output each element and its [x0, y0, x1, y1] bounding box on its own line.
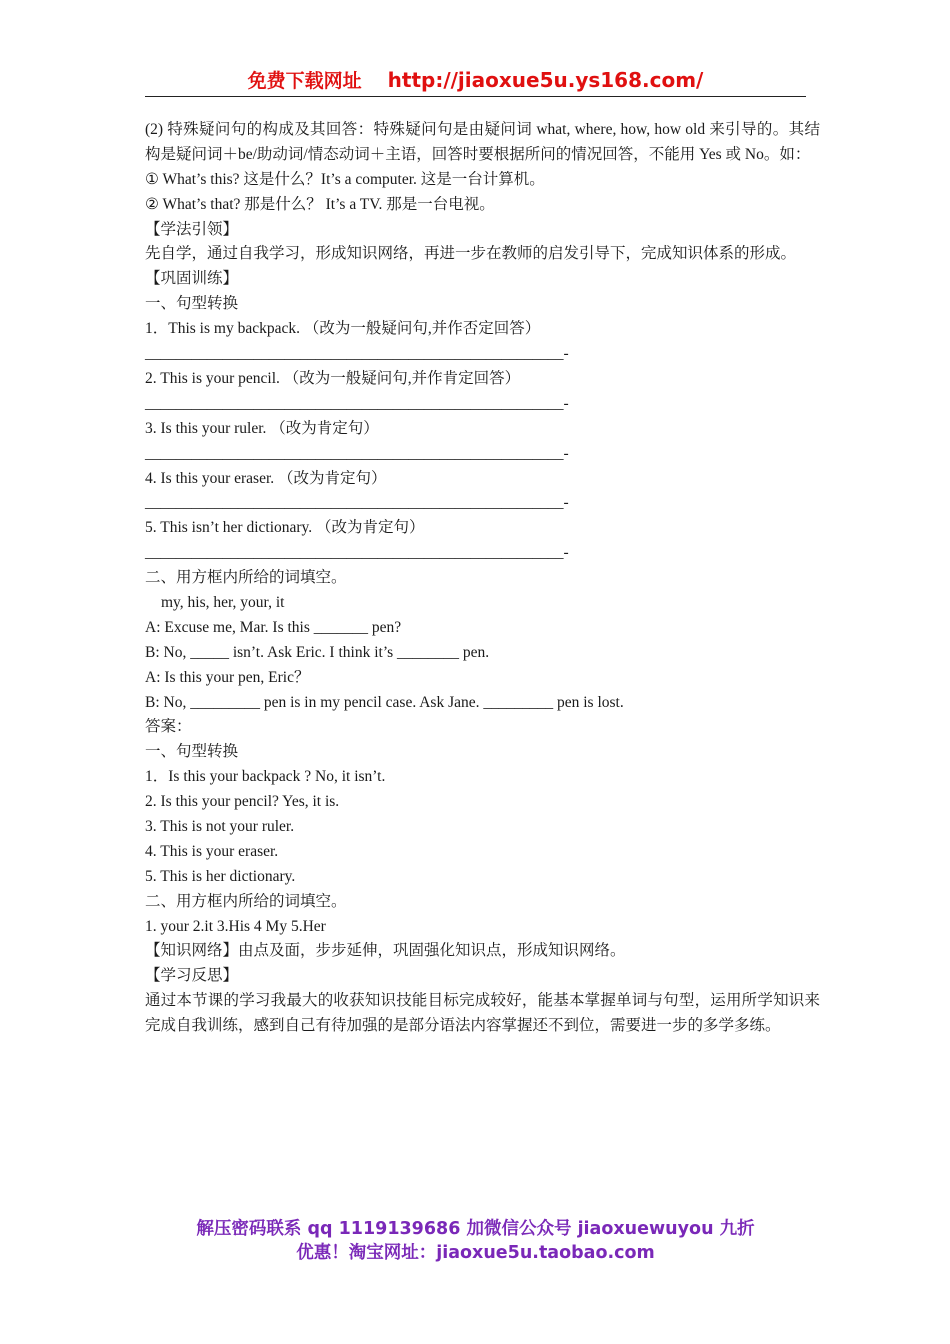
footer-line-1: 解压密码联系 qq 1119139686 加微信公众号 jiaoxuewuyou 九折: [196, 1219, 755, 1239]
page-footer: [145, 1217, 806, 1265]
header-url[interactable]: http://jiaoxue5u.ys168.com/: [387, 68, 704, 92]
practice-question-5: 5. This isn’t her dictionary. （改为肯定句）: [145, 519, 425, 537]
method-heading: 【学法引领】: [145, 220, 239, 238]
answer-5: 5. This is her dictionary.: [145, 867, 296, 885]
word-box: my, his, her, your, it: [161, 593, 285, 611]
answers-heading: 答案：: [145, 718, 192, 736]
intro-example-1: ① What’s this? 这是什么？It’s a computer. 这是一台计算机。: [145, 170, 545, 188]
dialogue-line-4: B: No, _________ pen is in my pencil case. Ask Jane. _________ pen is lost.: [145, 693, 624, 711]
reflection-text: 通过本节课的学习我最大的收获知识技能目标完成较好，能基本掌握单词与句型，运用所学知识来完成自我训练，感到自己有待加强的是部分语法内容掌握还不到位，需要进一步的多学多练。: [145, 992, 820, 1035]
intro-example-2: ② What’s that? 那是什么？ It’s a TV. 那是一台电视。: [145, 195, 495, 213]
answers-part1-title: 一、句型转换: [145, 743, 239, 761]
network-text: 【知识网络】由点及面，步步延伸，巩固强化知识点，形成知识网络。: [145, 942, 626, 960]
answer-line-4[interactable]: ______________________________________________________-: [145, 494, 569, 512]
answer-2: 2. Is this your pencil? Yes, it is.: [145, 793, 340, 811]
practice-question-1: 1．This is my backpack. （改为一般疑问句,并作否定回答）: [145, 320, 541, 338]
practice-part2-title: 二、用方框内所给的词填空。: [145, 569, 347, 587]
answer-1: 1．Is this your backpack ? No, it isn’t.: [145, 768, 386, 786]
dialogue-line-3: A: Is this your pen, Eric？: [145, 668, 310, 686]
practice-question-2: 2. This is your pencil. （改为一般疑问句,并作肯定回答）: [145, 369, 521, 387]
header-title: 免费下载网址: [247, 70, 362, 92]
page-header: [145, 66, 806, 97]
dialogue-line-2: B: No, _____ isn’t. Ask Eric. I think it’s ________ pen.: [145, 643, 490, 661]
answer-4: 4. This is your eraser.: [145, 842, 279, 860]
answer-3: 3. This is not your ruler.: [145, 817, 295, 835]
answer-6: 1. your 2.it 3.His 4 My 5.Her: [145, 917, 326, 935]
practice-part1-title: 一、句型转换: [145, 295, 239, 313]
document-body: [145, 118, 820, 1039]
practice-question-3: 3. Is this your ruler. （改为肯定句）: [145, 419, 379, 437]
intro-paragraph: (2) 特殊疑问句的构成及其回答：特殊疑问句是由疑问词 what, where, how, how old 来引导的。其结构是疑问词＋be/助动词/情态动词＋主语，回答时要根据所问的情况回答，不能用 Yes 或 No。如：: [145, 121, 820, 163]
method-text: 先自学，通过自我学习，形成知识网络，再进一步在教师的启发引导下，完成知识体系的形成。: [145, 245, 797, 263]
practice-heading: 【巩固训练】: [145, 270, 239, 288]
answer-line-1[interactable]: ______________________________________________________-: [145, 345, 569, 363]
answer-line-3[interactable]: ______________________________________________________-: [145, 444, 569, 462]
dialogue-line-1: A: Excuse me, Mar. Is this _______ pen?: [145, 618, 402, 636]
practice-question-4: 4. Is this your eraser. （改为肯定句）: [145, 469, 387, 487]
reflection-heading: 【学习反思】: [145, 967, 239, 985]
answers-part2-title: 二、用方框内所给的词填空。: [145, 892, 347, 910]
answer-line-2[interactable]: ______________________________________________________-: [145, 394, 569, 412]
answer-line-5[interactable]: ______________________________________________________-: [145, 544, 569, 562]
footer-line-2[interactable]: 优惠！淘宝网址：jiaoxue5u.taobao.com: [296, 1243, 655, 1263]
